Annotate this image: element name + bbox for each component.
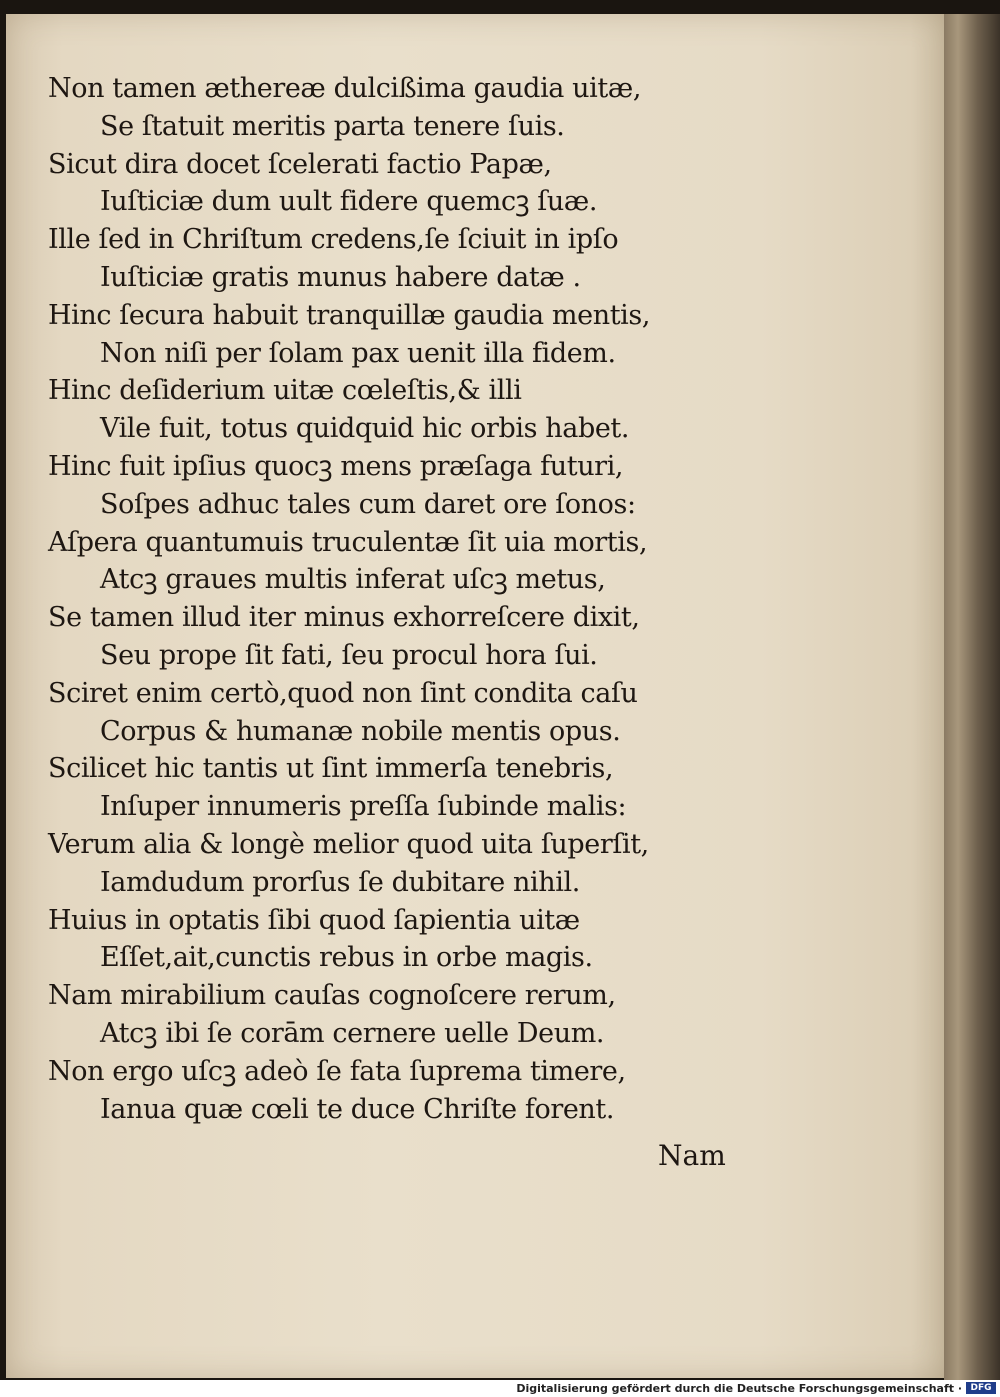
verse-line: Se ſtatuit meritis parta tenere ſuis.	[100, 110, 565, 142]
verse-line: Inſuper innumeris preſſa ſubinde malis:	[100, 791, 627, 823]
verse-line: Iamdudum prorſus ſe dubitare nihil.	[100, 866, 580, 898]
page-edge	[944, 14, 1000, 1380]
verse-line: Aſpera quantumuis truculentæ ſit uia mortis,	[48, 526, 648, 558]
verse-line: Scilicet hic tantis ut ſint immerſa tenebris,	[48, 753, 614, 785]
verse-line: Huius in optatis ſibi quod ſapientia uitæ	[48, 904, 580, 936]
verse-line: Iuſticiæ gratis munus habere datæ .	[100, 261, 581, 293]
verse-line: Hinc ſecura habuit tranquillæ gaudia mentis,	[48, 299, 651, 331]
verse-line: Non ergo uſcꝫ adeò ſe fata ſuprema timere,	[48, 1055, 626, 1087]
verse-line: Nam mirabilium cauſas cognoſcere rerum,	[48, 980, 616, 1012]
verse-line: Soſpes adhuc tales cum daret ore ſonos:	[100, 488, 636, 520]
verse-line: Atcꝫ ibi ſe corām cernere uelle Deum.	[100, 1017, 605, 1049]
verse-line: Corpus & humanæ nobile mentis opus.	[100, 715, 621, 747]
verse-line: Vile fuit, totus quidquid hic orbis habet.	[100, 413, 630, 445]
catchword: Nam	[658, 1139, 726, 1172]
verse-line: Non tamen æthereæ dulcißima gaudia uitæ,	[48, 73, 642, 104]
verse-line: Iuſticiæ dum uult fidere quemcꝫ ſuæ.	[100, 186, 598, 218]
verse-line: Seu prope ſit fati, ſeu procul hora ſui.	[100, 639, 598, 671]
poem-text	[48, 70, 768, 1128]
dfg-logo: DFG	[966, 1382, 996, 1394]
verse-line: Atcꝫ graues multis inferat uſcꝫ metus,	[100, 564, 606, 596]
verse-line: Hinc deſiderium uitæ cœleſtis,& illi	[48, 375, 522, 407]
verse-line: Se tamen illud iter minus exhorreſcere dixit,	[48, 602, 640, 634]
verse-line: Ille ſed in Chriſtum credens,ſe ſciuit in ipſo	[48, 224, 619, 256]
verse-line: Sicut dira docet ſcelerati factio Papæ,	[48, 148, 552, 180]
verse-line: Ianua quæ cœli te duce Chriſte forent.	[100, 1093, 615, 1125]
verse-line: Verum alia & longè melior quod uita ſuperſit,	[48, 828, 649, 860]
funding-note: Digitalisierung gefördert durch die Deutsche Forschungsgemeinschaft ·	[516, 1382, 962, 1395]
verse-line: Eſſet,ait,cunctis rebus in orbe magis.	[100, 942, 593, 974]
verse-line: Hinc fuit ipſius quocꝫ mens præſaga futuri,	[48, 450, 624, 482]
verse-line: Sciret enim certò,quod non ſint condita caſu	[48, 677, 638, 709]
verse-line: Non niſi per ſolam pax uenit illa fidem.	[100, 337, 616, 369]
footer-bar	[0, 1380, 1000, 1397]
